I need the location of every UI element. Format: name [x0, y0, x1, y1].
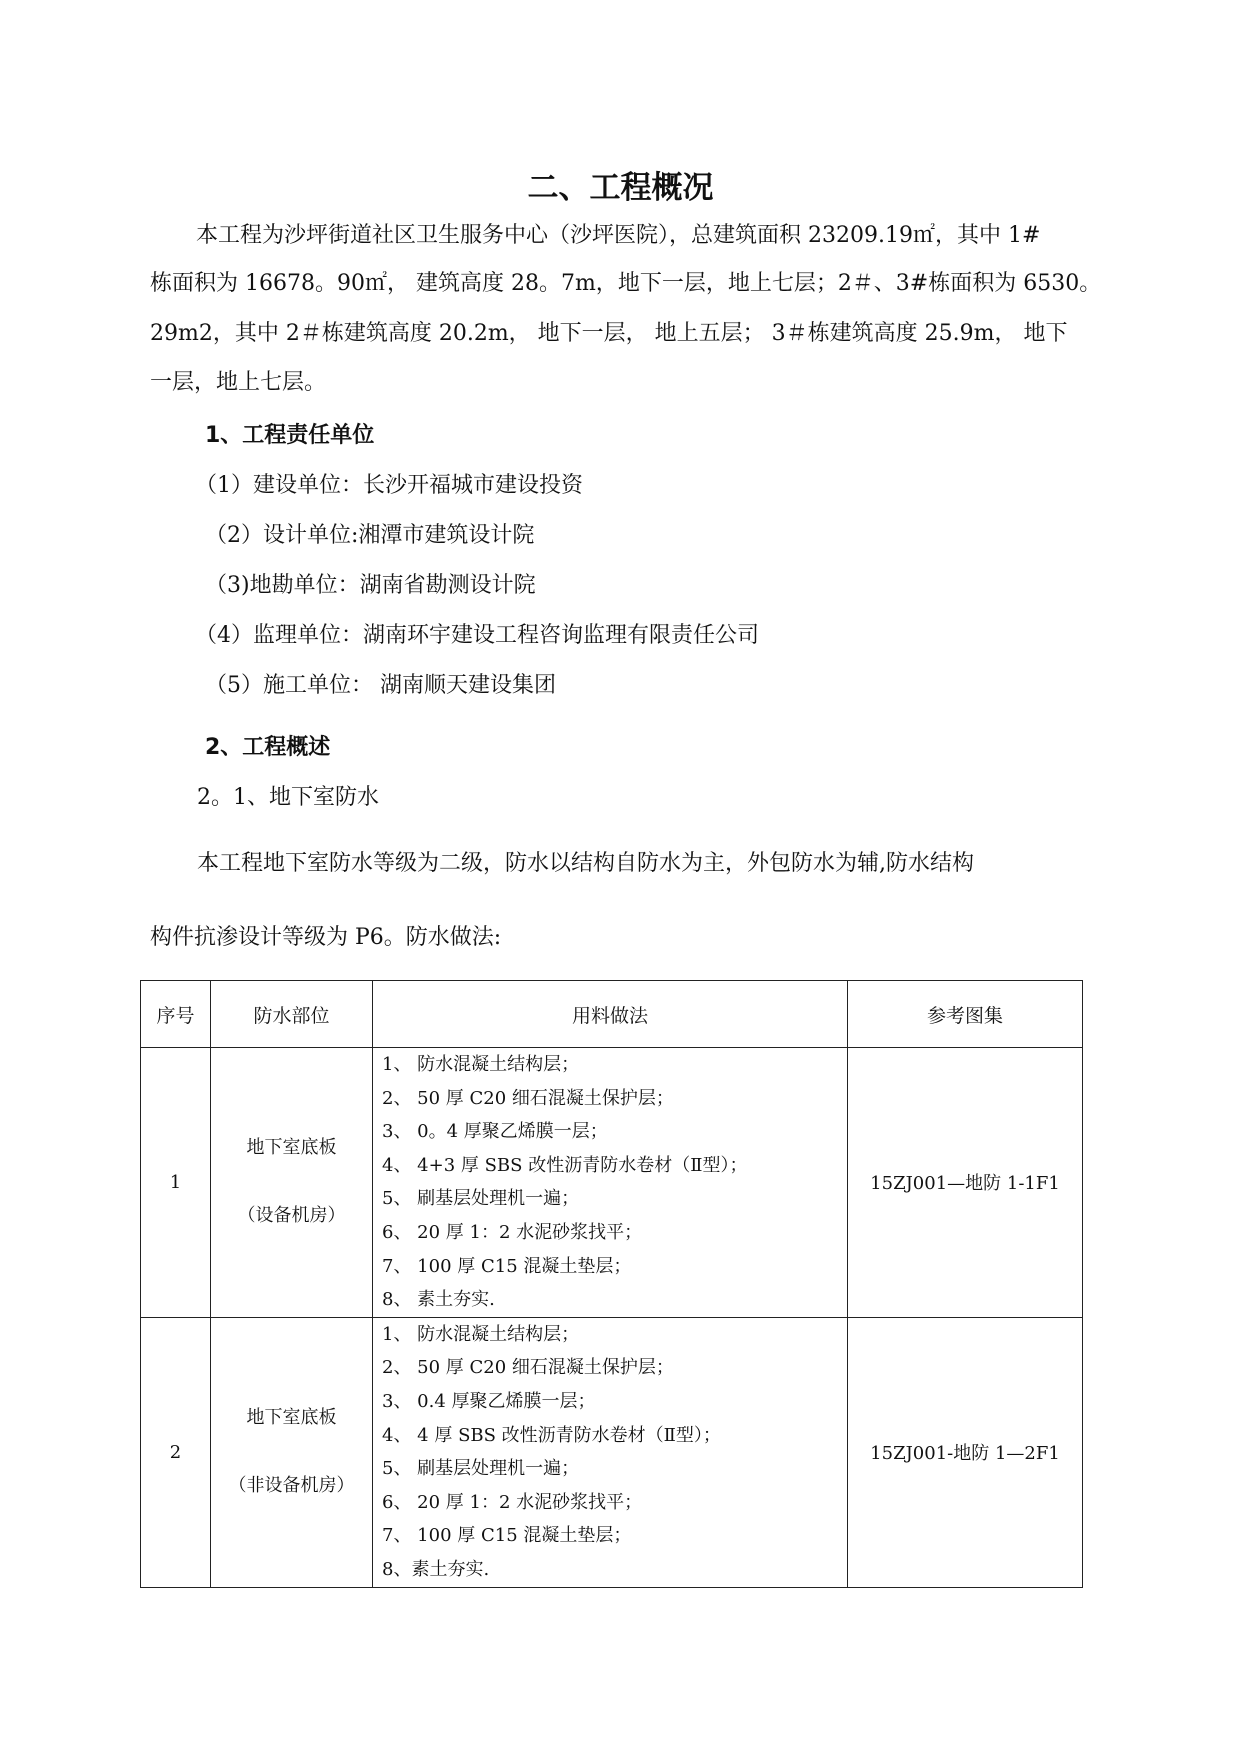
intro-line-3: 29m2，其中 2＃栋建筑高度 20.2m， 地下一层， 地上五层； 3＃栋建筑高度 25.9m， 地下	[150, 321, 1068, 346]
page-title: 二、工程概况	[527, 170, 714, 206]
header-method: 用料做法	[373, 981, 848, 1048]
method-item: 1、 防水混凝土结构层；	[382, 1054, 580, 1075]
responsible-unit-contractor: （5）施工单位： 湖南顺天建设集团	[205, 673, 556, 698]
desc-line-1: 本工程地下室防水等级为二级，防水以结构自防水为主，外包防水为辅,防水结构	[197, 851, 974, 876]
row-part	[211, 1048, 373, 1318]
method-item: 5、 刷基层处理机一遍；	[382, 1458, 580, 1480]
table-row	[141, 1317, 1083, 1587]
method-item: 8、素土夯实.	[382, 1558, 490, 1580]
row-methods	[373, 1048, 848, 1318]
intro-line-4: 一层，地上七层。	[150, 370, 327, 395]
responsible-unit-survey: （3)地勘单位：湖南省勘测设计院	[205, 573, 536, 598]
method-item: 2、 50 厚 C20 细石混凝土保护层；	[382, 1087, 674, 1109]
row-no: 2	[141, 1317, 211, 1587]
method-item: 3、 0.4 厚聚乙烯膜一层；	[382, 1390, 596, 1412]
method-item: 7、 100 厚 C15 混凝土垫层；	[382, 1525, 632, 1547]
row-methods	[373, 1317, 848, 1587]
header-part: 防水部位	[211, 981, 373, 1048]
responsible-unit-construction: （1）建设单位：长沙开福城市建设投资	[195, 473, 583, 498]
header-reference: 参考图集	[848, 981, 1083, 1048]
section2-heading: 2、工程概述	[205, 735, 331, 760]
method-item: 1、 防水混凝土结构层；	[382, 1323, 580, 1345]
row-part	[211, 1317, 373, 1587]
responsible-unit-design: （2）设计单位:湘潭市建筑设计院	[205, 523, 535, 548]
method-item: 4、 4+3 厚 SBS 改性沥青防水卷材（Ⅱ型）；	[382, 1154, 748, 1176]
method-item: 2、 50 厚 C20 细石混凝土保护层；	[382, 1357, 674, 1379]
method-item: 8、 素土夯实.	[382, 1289, 495, 1311]
waterproofing-table	[140, 980, 1083, 1588]
section1-heading: 1、工程责任单位	[205, 423, 375, 448]
method-item: 4、 4 厚 SBS 改性沥青防水卷材（Ⅱ型）；	[382, 1424, 721, 1446]
subsection-heading: 2。1、地下室防水	[197, 785, 379, 810]
responsible-unit-supervision: （4）监理单位：湖南环宇建设工程咨询监理有限责任公司	[195, 623, 759, 648]
row-reference: 15ZJ001-地防 1—2F1	[848, 1317, 1083, 1587]
header-no: 序号	[141, 981, 211, 1048]
method-item: 3、 0。4 厚聚乙烯膜一层；	[382, 1121, 608, 1143]
row-part-line1: 地下室底板	[246, 1407, 337, 1429]
row-reference: 15ZJ001—地防 1-1F1	[848, 1048, 1083, 1318]
table-header-row	[141, 981, 1083, 1048]
row-part-line1: 地下室底板	[246, 1137, 337, 1159]
intro-line-1: 本工程为沙坪街道社区卫生服务中心（沙坪医院），总建筑面积 23209.19㎡，其中 1#	[196, 223, 1041, 248]
row-no: 1	[141, 1048, 211, 1318]
method-item: 6、 20 厚 1：2 水泥砂浆找平；	[382, 1491, 643, 1513]
method-item: 7、 100 厚 C15 混凝土垫层；	[382, 1255, 632, 1277]
table-row	[141, 1048, 1083, 1318]
intro-line-2: 栋面积为 16678。90㎡， 建筑高度 28。7m，地下一层，地上七层；2＃、3#栋面积为 6530。	[150, 271, 1102, 296]
method-item: 6、 20 厚 1：2 水泥砂浆找平；	[382, 1221, 643, 1243]
row-part-line2: （非设备机房）	[228, 1475, 355, 1497]
desc-line-2: 构件抗渗设计等级为 P6。防水做法:	[150, 925, 502, 950]
method-item: 5、 刷基层处理机一遍；	[382, 1188, 580, 1210]
row-part-line2: （设备机房）	[237, 1205, 346, 1227]
